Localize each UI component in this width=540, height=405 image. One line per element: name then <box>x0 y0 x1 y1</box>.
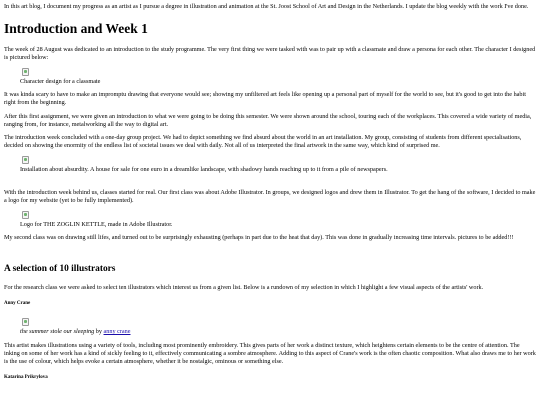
intro-paragraph: In this art blog, I document my progress as an artist as I pursue a degree in illustration and animation at the St. Joost School of Art and Design in the Netherlands. I update the blog weekly with the work I've done. <box>4 3 529 10</box>
broken-image-icon <box>22 318 31 327</box>
figure-character-design <box>20 68 536 86</box>
paragraph: After this first assignment, we were given an introduction to what we were going to be doing this semester. We were shown around the school, touring each of the workplaces. This covered a wide variety of media, ranging from, for instance, metalworking all the way to digital art. <box>4 112 532 128</box>
artist-name-heading: Katarina Prikrylova <box>4 374 48 380</box>
paragraph: For the research class we were asked to select ten illustrators which interest us from a given list. Below is a rundown of my selection in which I highlight a few visual aspects of the artists' work. <box>4 284 484 292</box>
figure-anny-crane <box>20 318 536 336</box>
paragraph: This artist makes illustrations using a variety of tools, including most prominently embroidery. This gives parts of her work a distinct texture, which heightens certain elements to be the centre of attention. The inking on some of her work has a kind of sickly feeling to it, effectively communicating a sombre atmosphere. Adding to this aspect of Crane's work is the often chaotic composition. What also draws me to her work is the use of colour, which helps evoke a certain atmosphere, whether it be nostalgic, ominous or something else. <box>4 341 536 365</box>
broken-image-icon <box>22 68 31 77</box>
figure-installation <box>20 156 536 174</box>
heading-ten-illustrators: A selection of 10 illustrators <box>4 264 116 275</box>
figure-caption: Character design for a classmate <box>20 77 101 85</box>
broken-image-icon <box>22 211 31 220</box>
artwork-title: the summer stole our sleeping <box>20 328 95 336</box>
paragraph: The introduction week concluded with a one-day group project. We had to depict something we find absurd about the world in an art installation. My group, consisting of students from different specialisations, decided on showing the enormity of the endless list of societal issues we deal with daily. Not all of us interpreted the final artwork in the same way, which kind of surprised me. <box>4 134 522 150</box>
figure-caption <box>20 328 536 336</box>
figure-logo <box>20 211 536 229</box>
paragraph: It was kinda scary to have to make an impromptu drawing that everyone would see; showing my unfiltered art feels like opening up a personal part of myself for the world to see, but it's good to get into the habit right from the beginning. <box>4 91 526 107</box>
blog-post <box>4 3 536 392</box>
heading-intro-week-1: Introduction and Week 1 <box>4 20 148 36</box>
paragraph: My second class was on drawing still lifes, and turned out to be surprisingly exhausting (perhaps in part due to the heat that day). This was done in gradually increasing time intervals. pictures to be added!!! <box>4 234 514 242</box>
artist-name-heading: Anny Crane <box>4 301 31 307</box>
figure-caption: Logo for THE ZOGLIN KETTLE, made in Adobe Illustrator. <box>20 220 173 228</box>
artist-link[interactable]: anny crane <box>103 328 131 336</box>
paragraph: The week of 28 August was dedicated to an introduction to the study programme. The very first thing we were tasked with was to pair up with a classmate and draw a persona for each other. The character I designed is pictured below: <box>4 45 536 61</box>
paragraph: With the introduction week behind us, classes started for real. Our first class was about Adobe Illustrator. In groups, we designed logos and drew them in Illustrator. To get the hang of the software, I decided to make a logo for my website (yet to be fully implemented). <box>4 188 536 204</box>
caption-by: by <box>94 328 104 336</box>
broken-image-icon <box>22 156 31 165</box>
figure-caption: Installation about absurdity. A house for sale for one euro in a dreamlike landscape, with shadowy hands reaching up to it from a pile of newspapers. <box>20 166 388 174</box>
